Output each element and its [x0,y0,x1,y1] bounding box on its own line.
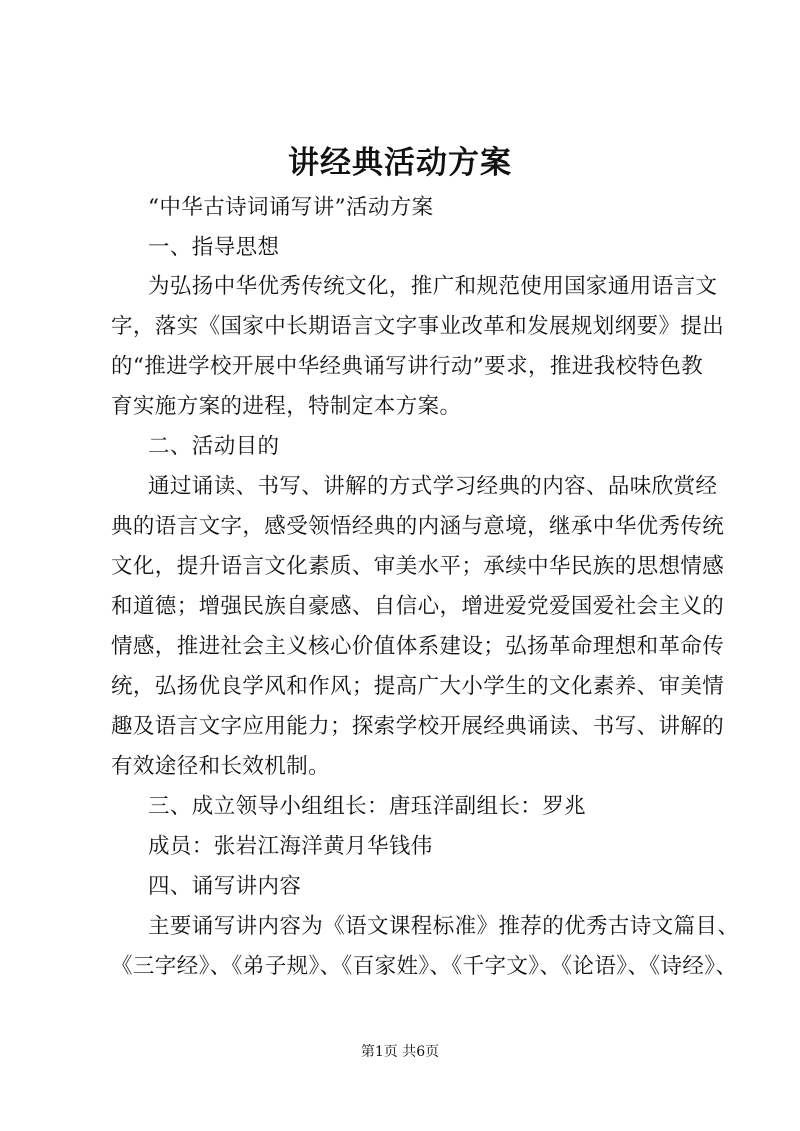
paragraph-line: 育实施方案的进程，特制定本方案。 [111,394,462,419]
paragraph-line: 典的语言文字，感受领悟经典的内涵与意境，继承中华优秀传统 [111,514,725,539]
paragraph-line: 有效途径和长效机制。 [111,754,331,779]
section-heading: 三、成立领导小组组长：唐珏洋副组长：罗兆 [148,794,587,819]
paragraph-line: 的“推进学校开展中华经典诵写讲行动”要求，推进我校特色教 [111,354,704,379]
section-heading: 四、诵写讲内容 [148,874,302,899]
paragraph-line: 情感，推进社会主义核心价值体系建设；弘扬革命理想和革命传 [111,634,725,659]
paragraph-line: 统，弘扬优良学风和作风；提高广大小学生的文化素养、审美情 [111,674,725,699]
section-heading: 二、活动目的 [148,434,280,459]
paragraph-line: 《三字经》、《弟子规》、《百家姓》、《千字文》、《论语》、《诗经》、 [111,954,738,979]
paragraph-line: 通过诵读、书写、讲解的方式学习经典的内容、品味欣赏经 [148,474,718,499]
paragraph-line: 文化，提升语言文化素质、审美水平；承续中华民族的思想情感 [111,554,725,579]
paragraph-line: 主要诵写讲内容为《语文课程标准》推荐的优秀古诗文篇目、 [148,914,740,939]
document-subtitle: “中华古诗词诵写讲”活动方案 [148,195,434,220]
paragraph-line: 字，落实《国家中长期语言文字事业改革和发展规划纲要》提出 [111,314,725,339]
members-line: 成员：张岩江海洋黄月华钱伟 [148,834,433,859]
document-title: 讲经典活动方案 [288,145,512,181]
paragraph-line: 为弘扬中华优秀传统文化，推广和规范使用国家通用语言文 [148,274,718,299]
paragraph-line: 和道德；增强民族自豪感、自信心，增进爱党爱国爱社会主义的 [111,594,725,619]
paragraph-line: 趣及语言文字应用能力；探索学校开展经典诵读、书写、讲解的 [111,714,725,739]
section-heading: 一、指导思想 [148,235,280,260]
page-number: 第1页 共6页 [360,1044,440,1060]
